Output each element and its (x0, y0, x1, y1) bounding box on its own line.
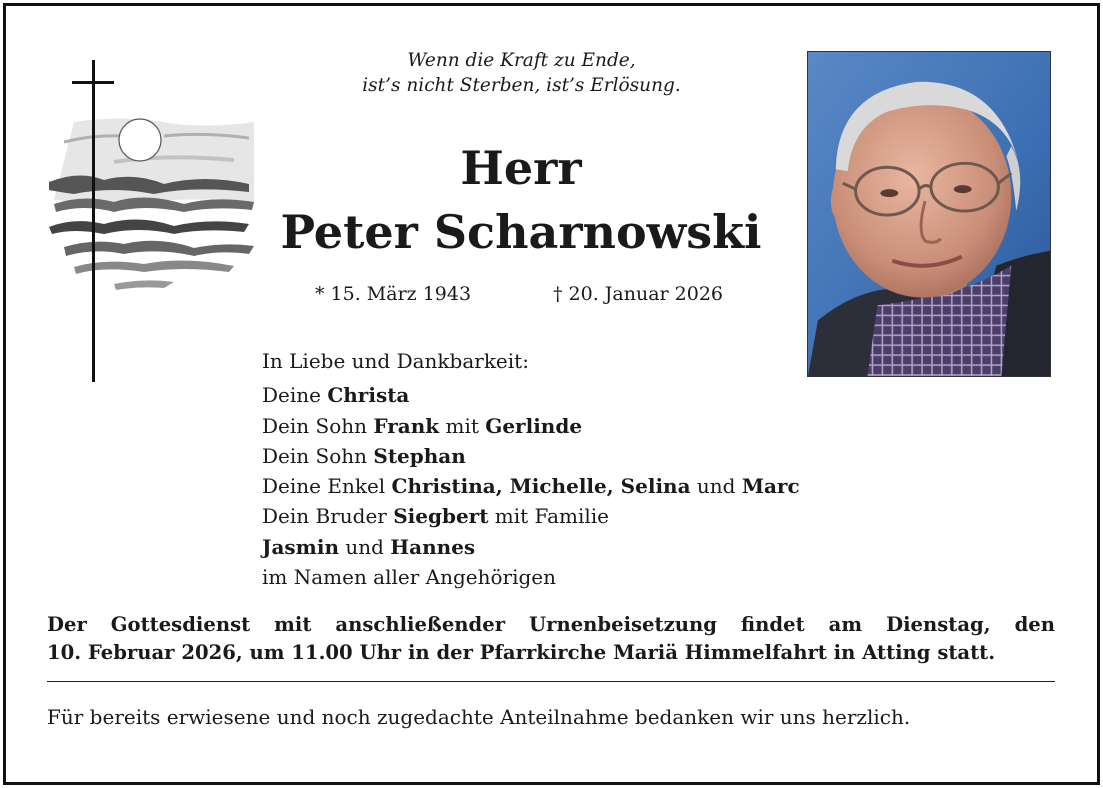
mourner-line (262, 411, 800, 441)
salutation: Herr (460, 141, 582, 195)
mourner-name: Siegbert (393, 504, 489, 529)
mourner-text: Dein Sohn (262, 413, 374, 438)
mourners-list (262, 346, 800, 592)
quote-line-1: Wenn die Kraft zu Ende, (407, 50, 636, 71)
divider (47, 681, 1055, 682)
deceased-name: Peter Scharnowski (280, 205, 762, 259)
mourner-text: im Namen aller Angehörigen (262, 565, 557, 590)
mourner-name: Gerlinde (485, 413, 583, 438)
quote-line-2: ist’s nicht Sterben, ist’s Erlösung. (362, 75, 681, 96)
service-line-2: 10. Februar 2026, um 11.00 Uhr in der Pfarrkirche Mariä Himmelfahrt in Atting statt. (47, 641, 996, 664)
mourner-text: Deine Enkel (262, 474, 392, 499)
mourner-name: Hannes (390, 534, 476, 559)
mourner-line (262, 501, 800, 531)
mourner-name: Christina, Michelle, Selina (391, 474, 691, 499)
mourner-text: mit Familie (488, 504, 609, 529)
cross-with-moon-landscape-icon (44, 52, 264, 387)
mourner-name: Jasmin (262, 534, 339, 559)
mourner-text: und (338, 534, 391, 559)
birth-date: * 15. März 1943 (315, 283, 472, 305)
mourner-text: Deine (262, 383, 328, 408)
mourner-line (262, 532, 800, 562)
memorial-quote (274, 48, 769, 98)
mourner-line (262, 380, 800, 410)
mourner-text: und (690, 474, 742, 499)
mourner-name: Frank (373, 413, 440, 438)
service-line-1: Der Gottesdienst mit anschließender Urnenbeisetzung findet am Dienstag, den (47, 613, 1055, 636)
mourner-text: Dein Bruder (262, 504, 394, 529)
mourner-name: Stephan (373, 443, 466, 468)
mourner-line (262, 562, 800, 592)
mourner-text: Dein Sohn (262, 443, 374, 468)
obituary-notice (3, 3, 1100, 785)
mourner-lines (262, 380, 800, 592)
mourner-line (262, 441, 800, 471)
mourner-name: Christa (327, 383, 410, 408)
thanks-note: Für bereits erwiesene und noch zugedachte Anteilnahme bedanken wir uns herzlich. (47, 705, 911, 729)
funeral-service-info (47, 611, 1055, 667)
mourner-text: mit (439, 413, 486, 438)
mourners-intro: In Liebe und Dankbarkeit: (262, 349, 529, 373)
mourner-name: Marc (741, 474, 800, 499)
death-date: † 20. Januar 2026 (553, 283, 724, 305)
mourner-line (262, 471, 800, 501)
portrait-photo (807, 51, 1051, 377)
